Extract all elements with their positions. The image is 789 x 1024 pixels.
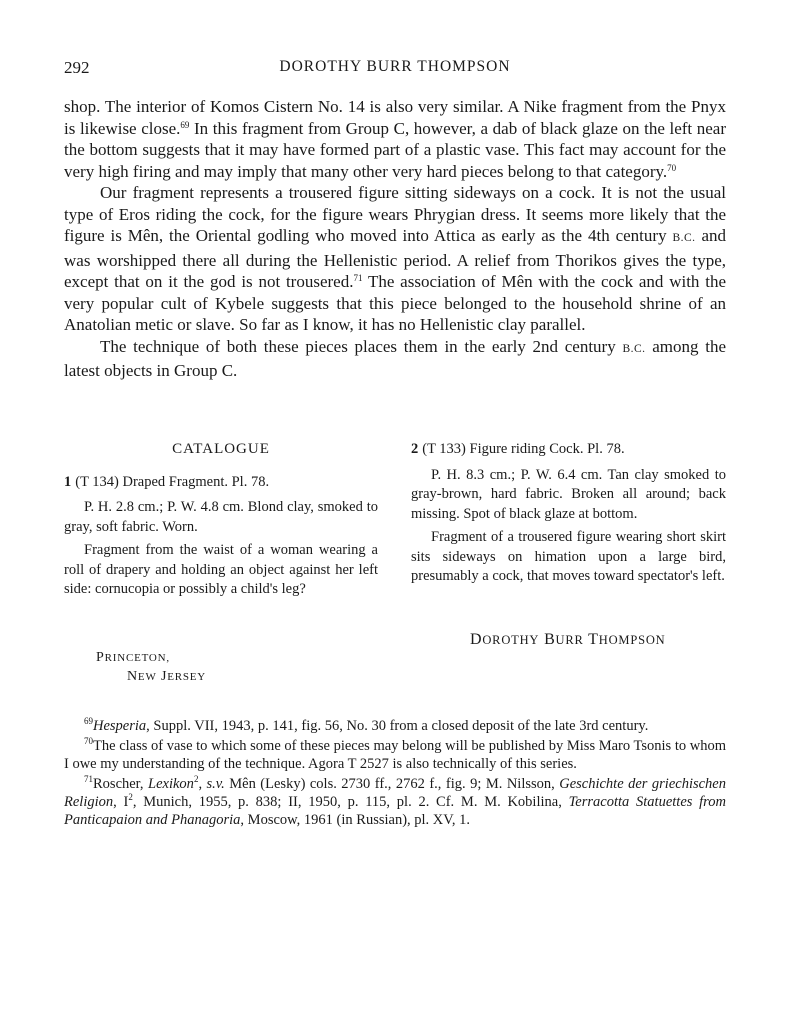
- page-header: [64, 58, 726, 80]
- footnotes: [64, 717, 726, 831]
- footnote-ref-71[interactable]: 71: [353, 273, 363, 283]
- catalogue-entry-1-head: 1 (T 134) Draped Fragment. Pl. 78.: [64, 473, 270, 490]
- footnote-70: $^{70}$The class of vase to which some of these pieces may belong will be published by Miss Maro Tsonis to whom I owe my understanding of the technique. Agora T 2527 is also technically of this series.: [64, 736, 726, 772]
- footnote-ref-69[interactable]: 69: [180, 119, 190, 130]
- catalogue-entry-1-description: Fragment from the waist of a woman wearing a roll of drapery and holding an object against her left side: cornucopia or possibly a child's leg?: [64, 542, 378, 597]
- footnote-ref-70[interactable]: 70: [667, 162, 677, 173]
- paragraph-1: shop. The interior of Komos Cistern No. 14 is also very similar. A Nike fragment from the Pnyx is likewise close.$^{69}$ In this fragment from Group C, however, a dab of black glaze on the left near the bottom suggests that it may have formed part of a plastic vase. This fact may account for the very high firing and may imply that many other very hard pieces belong to that category.$^{70}$: [64, 97, 726, 181]
- catalogue-heading: CATALOGUE: [172, 441, 270, 457]
- main-text: [64, 96, 726, 382]
- running-head: DOROTHY BURR THOMPSON: [279, 58, 511, 75]
- catalogue-entry-2-head: 2 (T 133) Figure riding Cock. Pl. 78.: [411, 441, 625, 457]
- catalogue-entry-2-measure: P. H. 8.3 cm.; P. W. 6.4 cm. Tan clay smoked to gray-brown, hard fabric. Broken all around; back missing. Spot of black glaze at bottom.: [411, 466, 726, 522]
- place-line-1: PRINCETON,: [96, 650, 170, 665]
- paragraph-3: The technique of both these pieces places them in the early 2nd century B.C. among the latest objects in Group C.: [64, 336, 726, 380]
- catalogue-entry-1-measure: P. H. 2.8 cm.; P. W. 4.8 cm. Blond clay, smoked to gray, soft fabric. Worn.: [64, 499, 378, 535]
- footnote-69: $^{69}$Hesperia, Suppl. VII, 1943, p. 141, fig. 56, No. 30 from a closed deposit of the late 3rd century.: [84, 716, 649, 734]
- footnote-71: $^{71}$Roscher, Lexikon$^2$, s.v. Mên (Lesky) cols. 2730 ff., 2762 f., fig. 9; M. Nilsson, Geschichte der griechischen Religion, $I^2$, Munich, 1955, p. 838; II, 1950, p. 115, pl. 2. Cf. M. M. Kobilina, Terracotta Statuettes from Panticapaion and Phanagoria, Moscow, 1961 (in Russian), pl. XV, 1.: [64, 774, 726, 828]
- place-line-2: NEW JERSEY: [127, 669, 207, 684]
- author-signature: DOROTHY BURR THOMPSON: [470, 631, 666, 648]
- catalogue-column-right: [411, 440, 726, 591]
- page-number: 292: [64, 58, 90, 77]
- catalogue-column-left: [64, 440, 378, 604]
- paragraph-2: Our fragment represents a trousered figure sitting sideways on a cock. It is not the usual type of Eros riding the cock, for the figure wears Phrygian dress. It seems more likely that the figure is Mên, the Oriental godling who moved into Attica as early as the 4th century B.C. and was worshipped there all during the Hellenistic period. A relief from Thorikos gives the type, except that on it the god is not trousered.$^{71}$ The association of Mên with the cock and with the very popular cult of Kybele suggests that this piece belonged to the household shrine of an Anatolian metic or slave. So far as I know, it has no Hellenistic clay parallel.: [64, 183, 727, 334]
- catalogue-entry-2-description: Fragment of a trousered figure wearing short skirt sits sideways on himation upon a large bird, presumably a cock, that moves toward spectator's left.: [411, 529, 726, 584]
